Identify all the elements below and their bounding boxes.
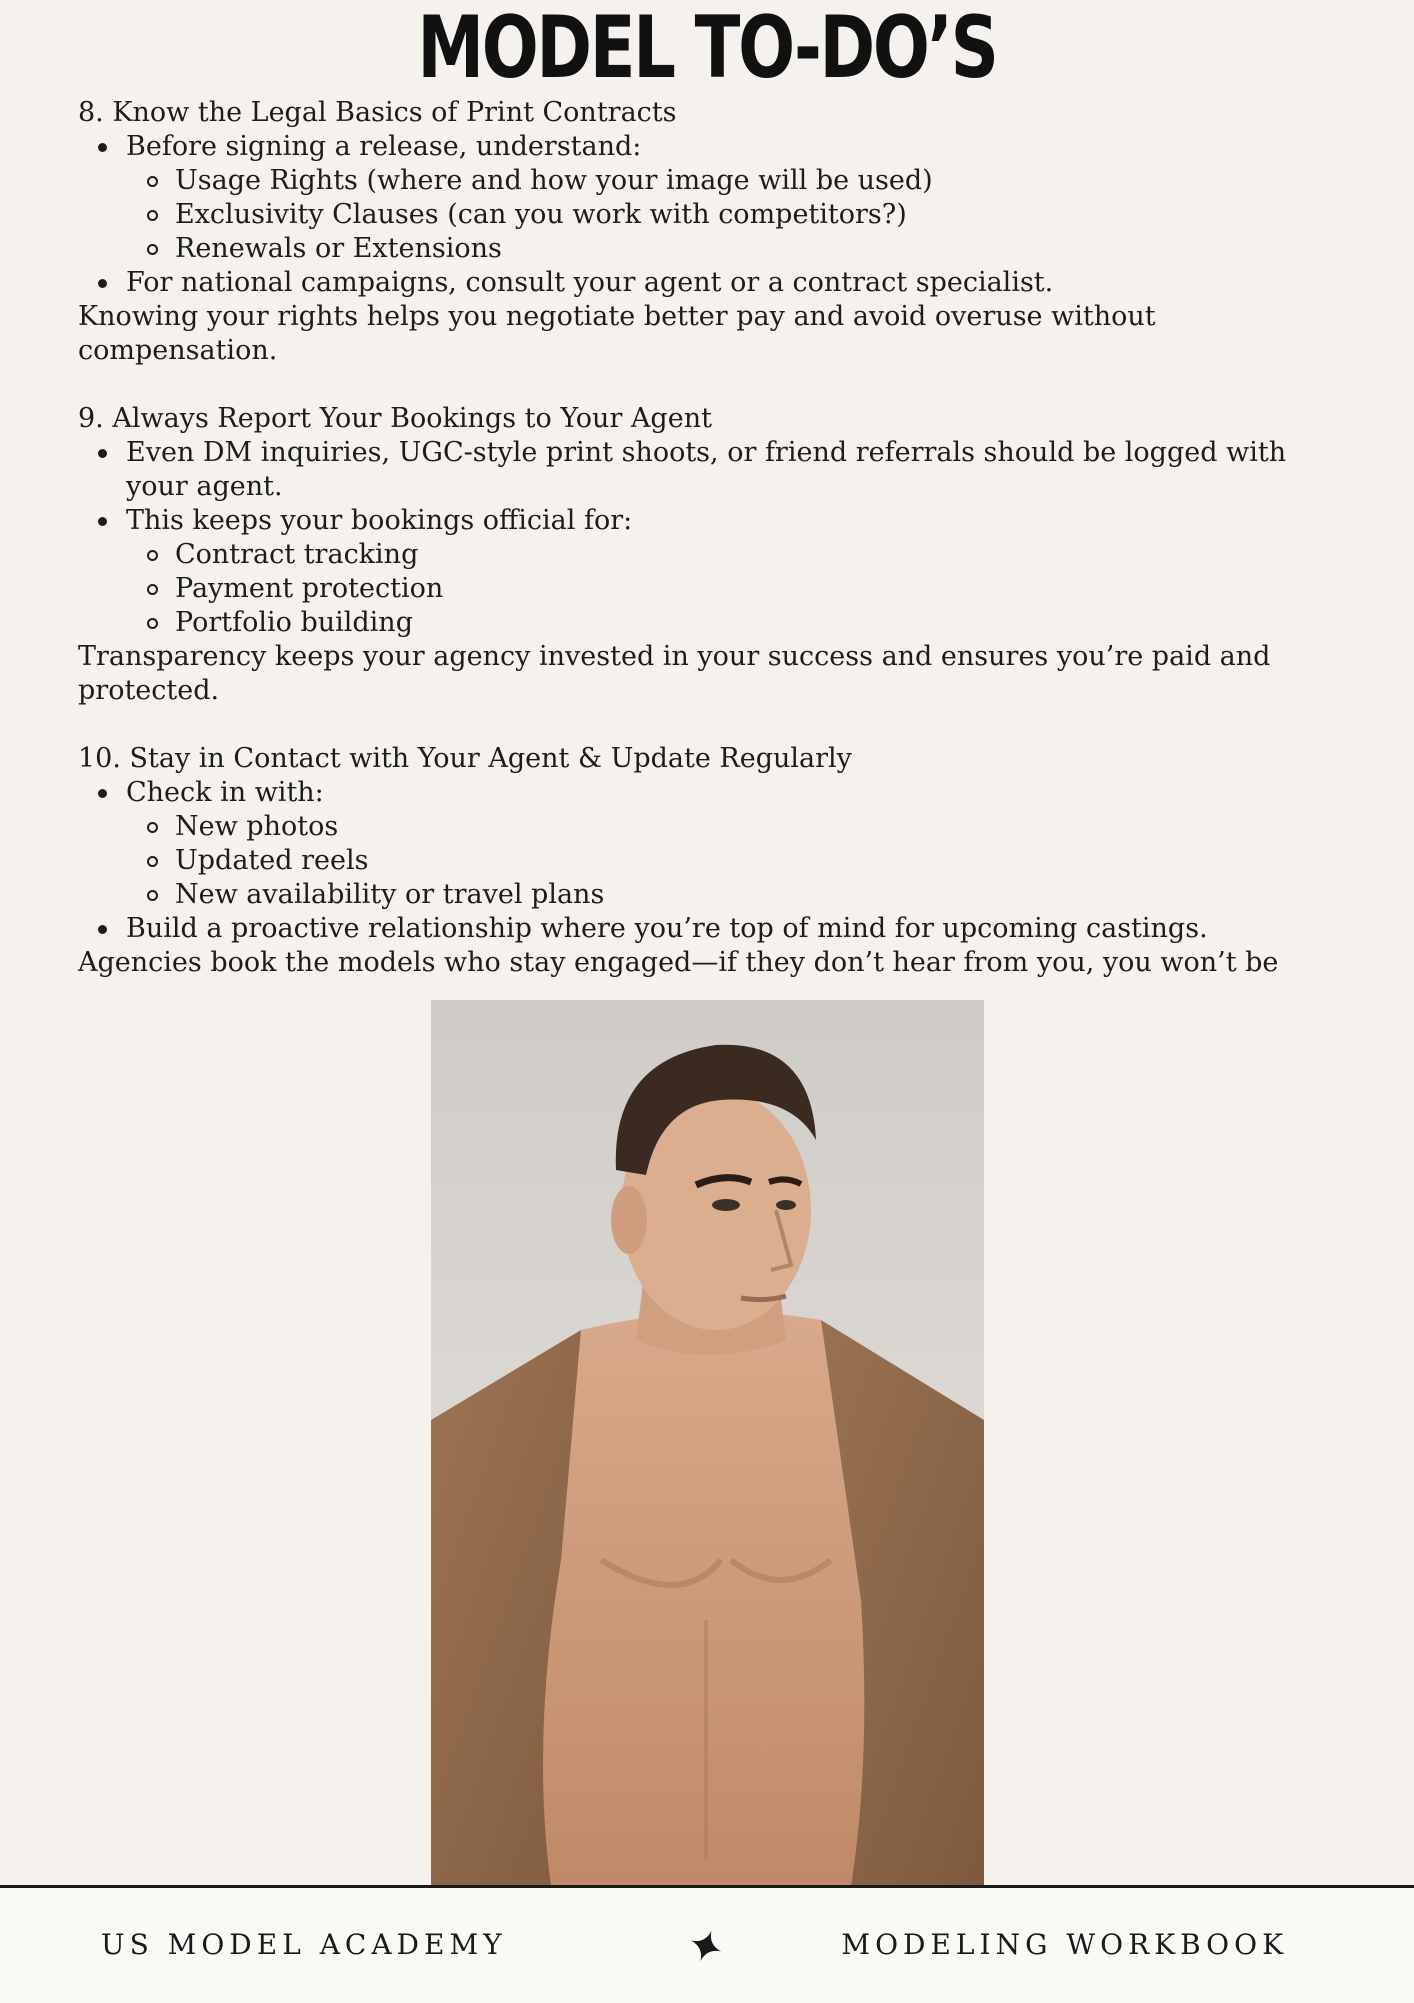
section-heading: 10. Stay in Contact with Your Agent & Update Regularly bbox=[78, 743, 852, 774]
list-item: Before signing a release, understand: bbox=[78, 130, 1338, 164]
list-item: Even DM inquiries, UGC-style print shoots, or friend referrals should be logged with your agent. bbox=[78, 436, 1338, 504]
footer bbox=[0, 1885, 1414, 2003]
section-note: Knowing your rights helps you negotiate better pay and avoid overuse without compensation. bbox=[78, 301, 1156, 366]
list-item: Check in with: bbox=[78, 776, 1338, 810]
sub-list-item: Renewals or Extensions bbox=[78, 232, 1338, 266]
sub-list-item: New availability or travel plans bbox=[78, 878, 1338, 912]
section-heading: 8. Know the Legal Basics of Print Contracts bbox=[78, 97, 677, 128]
bullet-list bbox=[78, 776, 1338, 946]
section-9 bbox=[78, 402, 1338, 708]
footer-workbook-label: MODELING WORKBOOK bbox=[841, 1928, 1288, 1961]
page-title: MODEL TO-DO’S bbox=[417, 0, 997, 98]
section-note: Transparency keeps your agency invested in your success and ensures you’re paid and protected. bbox=[78, 641, 1271, 706]
sub-list-item: Payment protection bbox=[78, 572, 1338, 606]
sub-list-item: New photos bbox=[78, 810, 1338, 844]
section-note: Agencies book the models who stay engaged—if they don’t hear from you, you won’t be bbox=[78, 947, 1279, 978]
model-photo-illustration bbox=[431, 1000, 984, 1886]
section-heading: 9. Always Report Your Bookings to Your Agent bbox=[78, 403, 712, 434]
bullet-list bbox=[78, 130, 1338, 300]
sub-list-item: Portfolio building bbox=[78, 606, 1338, 640]
section-10 bbox=[78, 742, 1338, 980]
section-8 bbox=[78, 96, 1338, 368]
sub-list-item: Exclusivity Clauses (can you work with competitors?) bbox=[78, 198, 1338, 232]
sub-list-item: Contract tracking bbox=[78, 538, 1338, 572]
footer-brand: US MODEL ACADEMY bbox=[101, 1928, 507, 1961]
model-photo bbox=[431, 1000, 984, 1886]
sparkle-star-icon bbox=[688, 1928, 724, 1964]
list-item: For national campaigns, consult your agent or a contract specialist. bbox=[78, 266, 1338, 300]
list-item: Build a proactive relationship where you’re top of mind for upcoming castings. bbox=[78, 912, 1338, 946]
bullet-list bbox=[78, 436, 1338, 640]
sub-list-item: Usage Rights (where and how your image will be used) bbox=[78, 164, 1338, 198]
content-body bbox=[78, 96, 1338, 980]
list-item: This keeps your bookings official for: bbox=[78, 504, 1338, 538]
sub-list-item: Updated reels bbox=[78, 844, 1338, 878]
